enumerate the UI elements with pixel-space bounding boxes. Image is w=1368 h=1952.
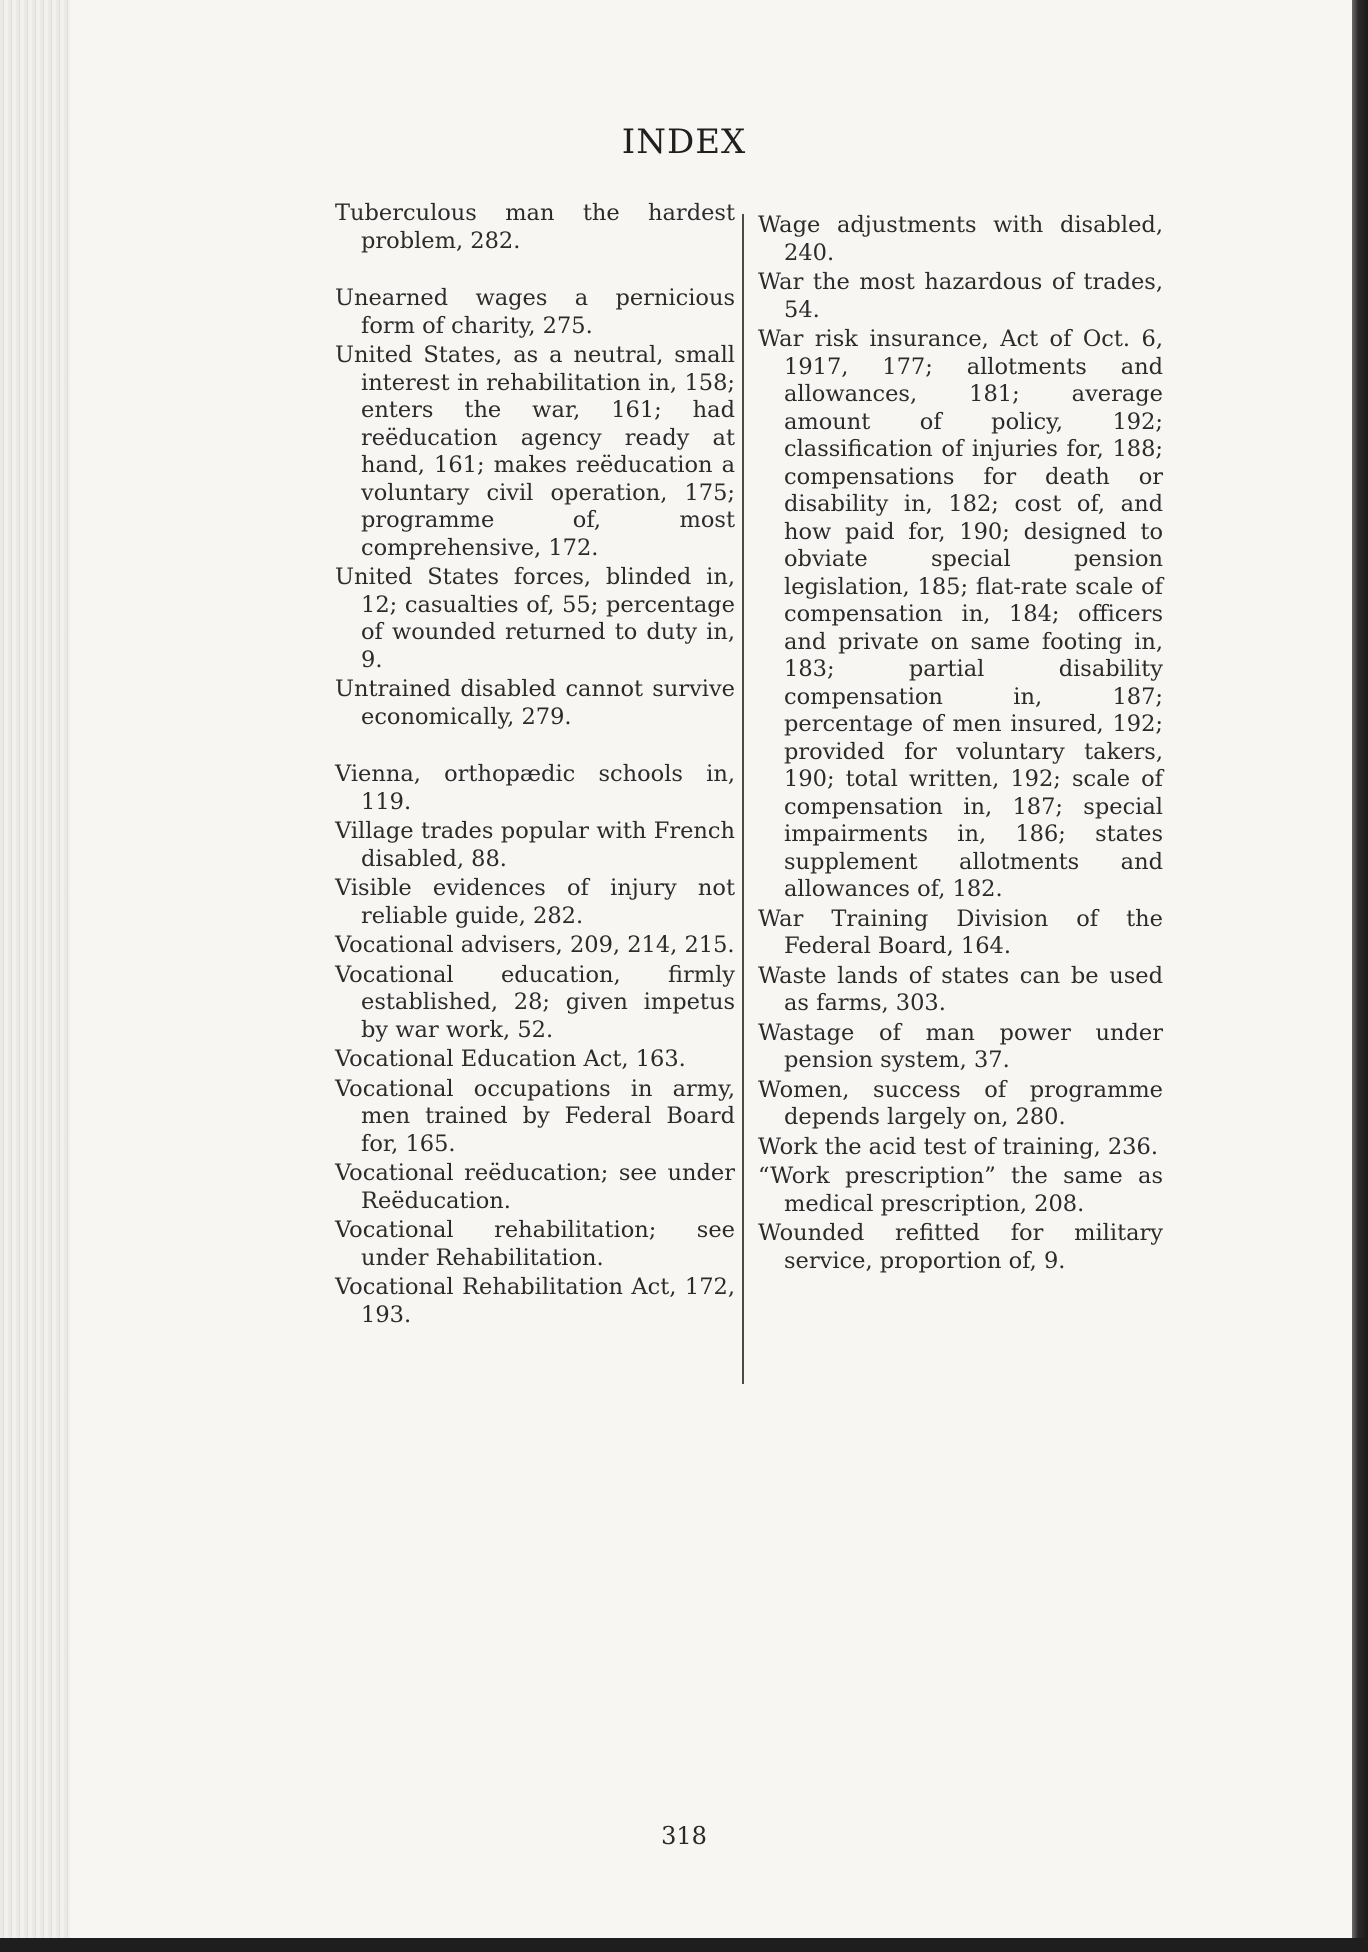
- book-spine-edge: [1352, 0, 1368, 1952]
- index-entry: Vocational occupations in army, men trained by Federal Board for, 165.: [335, 1075, 735, 1157]
- page-number: 318: [661, 1822, 707, 1850]
- index-entry: United States, as a neutral, small interest in rehabilitation in, 158; enters the war, 161; had reëducation agency ready at hand, 161; makes reëducation a voluntary civil operation, 175; programme of, most comprehensive, 172.: [335, 342, 735, 561]
- letter-gap: [335, 257, 735, 285]
- index-entry: “Work prescription” the same as medical prescription, 208.: [758, 1163, 1163, 1217]
- letter-gap: [335, 733, 735, 761]
- index-entry: Vocational reëducation; see under Reëducation.: [335, 1160, 735, 1214]
- index-entry: Visible evidences of injury not reliable guide, 282.: [335, 875, 735, 929]
- index-entry: Village trades popular with French disabled, 88.: [335, 818, 735, 872]
- index-entry: War risk insurance, Act of Oct. 6, 1917, 177; allotments and allowances, 181; average amount of policy, 192; classification of injuries for, 188; compensations for death or disability in, 182; cost of, and how paid for, 190; designed to obviate special pension legislation, 185; flat-rate scale of compensation in, 184; officers and private on same footing in, 183; partial disability compensation in, 187; percentage of men insured, 192; provided for voluntary takers, 190; total written, 192; scale of compensation in, 187; special impairments in, 186; states supplement allotments and allowances of, 182.: [758, 326, 1163, 902]
- index-entry: Wage adjustments with disabled, 240.: [758, 212, 1163, 266]
- index-entry: War Training Division of the Federal Board, 164.: [758, 905, 1163, 959]
- index-entry: Waste lands of states can be used as farms, 303.: [758, 962, 1163, 1016]
- index-entry: Vocational Rehabilitation Act, 172, 193.: [335, 1274, 735, 1328]
- index-entry: Vocational education, firmly established, 28; given impetus by war work, 52.: [335, 961, 735, 1043]
- index-entry: War the most hazardous of trades, 54.: [758, 269, 1163, 323]
- page-title: INDEX: [621, 122, 747, 162]
- index-entry: Work the acid test of training, 236.: [758, 1133, 1158, 1160]
- left-index-column: [335, 200, 735, 1331]
- index-entry: Women, success of programme depends largely on, 280.: [758, 1076, 1163, 1130]
- index-entry: Vocational Education Act, 163.: [335, 1046, 686, 1072]
- index-entry: Vocational advisers, 209, 214, 215.: [335, 932, 735, 958]
- index-entry: United States forces, blinded in, 12; casualties of, 55; percentage of wounded returned to duty in, 9.: [335, 564, 735, 673]
- right-index-column: [758, 212, 1163, 1277]
- scan-bottom-edge: [0, 1938, 1368, 1952]
- index-entry: Wounded refitted for military service, proportion of, 9.: [758, 1220, 1163, 1274]
- page-stack-edge: [0, 0, 70, 1952]
- index-entry: Vocational rehabilitation; see under Rehabilitation.: [335, 1217, 735, 1271]
- index-entry: Tuberculous man the hardest problem, 282.: [335, 200, 735, 254]
- index-entry: Wastage of man power under pension system, 37.: [758, 1019, 1163, 1073]
- column-divider: [742, 214, 744, 1384]
- index-entry: Untrained disabled cannot survive economically, 279.: [335, 676, 735, 730]
- index-entry: Vienna, orthopædic schools in, 119.: [335, 761, 735, 815]
- index-entry: Unearned wages a pernicious form of charity, 275.: [335, 285, 735, 339]
